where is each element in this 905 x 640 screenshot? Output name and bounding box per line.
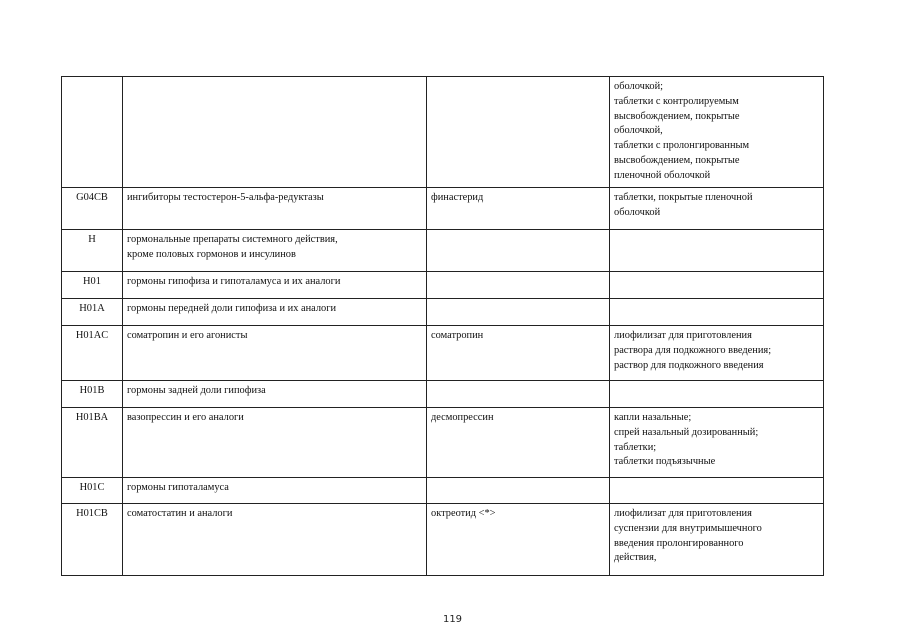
dosage-form-cell	[610, 478, 824, 504]
atc-code-cell: H01AC	[62, 326, 123, 381]
group-name-cell: гормоны передней доли гипофиза и их аналоги	[123, 299, 427, 326]
dosage-form-cell: таблетки, покрытые пленочной оболочкой	[610, 188, 824, 230]
drug-name-cell	[427, 381, 610, 408]
drug-name-cell: десмопрессин	[427, 408, 610, 478]
dosage-form-cell	[610, 230, 824, 272]
table-row	[62, 230, 824, 272]
table-row	[62, 326, 824, 381]
dosage-form-cell	[610, 381, 824, 408]
drug-name-cell	[427, 272, 610, 299]
atc-code-cell: H	[62, 230, 123, 272]
dosage-form-cell	[610, 299, 824, 326]
table-row	[62, 478, 824, 504]
group-name-cell: гормоны задней доли гипофиза	[123, 381, 427, 408]
group-name-cell	[123, 77, 427, 188]
drug-classification-table	[61, 76, 824, 576]
dosage-form-cell: капли назальные; спрей назальный дозированный; таблетки; таблетки подъязычные	[610, 408, 824, 478]
table-row	[62, 504, 824, 576]
table-row	[62, 299, 824, 326]
group-name-cell: соматостатин и аналоги	[123, 504, 427, 576]
group-name-cell: гормональные препараты системного действия, кроме половых гормонов и инсулинов	[123, 230, 427, 272]
atc-code-cell: H01	[62, 272, 123, 299]
group-name-cell: соматропин и его агонисты	[123, 326, 427, 381]
group-name-cell: вазопрессин и его аналоги	[123, 408, 427, 478]
atc-code-cell: H01C	[62, 478, 123, 504]
dosage-form-cell: лиофилизат для приготовления раствора для подкожного введения; раствор для подкожного введения	[610, 326, 824, 381]
drug-name-cell	[427, 77, 610, 188]
drug-name-cell: соматропин	[427, 326, 610, 381]
drug-name-cell	[427, 299, 610, 326]
atc-code-cell: H01CB	[62, 504, 123, 576]
drug-name-cell: финастерид	[427, 188, 610, 230]
atc-code-cell: H01BA	[62, 408, 123, 478]
dosage-form-cell: оболочкой; таблетки с контролируемым высвобождением, покрытые оболочкой, таблетки с пролонгированным высвобождением, покрытые пленочной оболочкой	[610, 77, 824, 188]
group-name-cell: гормоны гипоталамуса	[123, 478, 427, 504]
group-name-cell: ингибиторы тестостерон-5-альфа-редуктазы	[123, 188, 427, 230]
atc-code-cell: G04CB	[62, 188, 123, 230]
group-name-cell: гормоны гипофиза и гипоталамуса и их аналоги	[123, 272, 427, 299]
atc-code-cell	[62, 77, 123, 188]
atc-code-cell: H01B	[62, 381, 123, 408]
table-row	[62, 381, 824, 408]
dosage-form-cell	[610, 272, 824, 299]
table-row	[62, 408, 824, 478]
drug-name-cell	[427, 478, 610, 504]
page-number: 119	[442, 614, 463, 625]
table-row	[62, 188, 824, 230]
table-row	[62, 77, 824, 188]
drug-name-cell: октреотид <*>	[427, 504, 610, 576]
drug-name-cell	[427, 230, 610, 272]
dosage-form-cell: лиофилизат для приготовления суспензии для внутримышечного введения пролонгированного действия,	[610, 504, 824, 576]
table-row	[62, 272, 824, 299]
atc-code-cell: H01A	[62, 299, 123, 326]
